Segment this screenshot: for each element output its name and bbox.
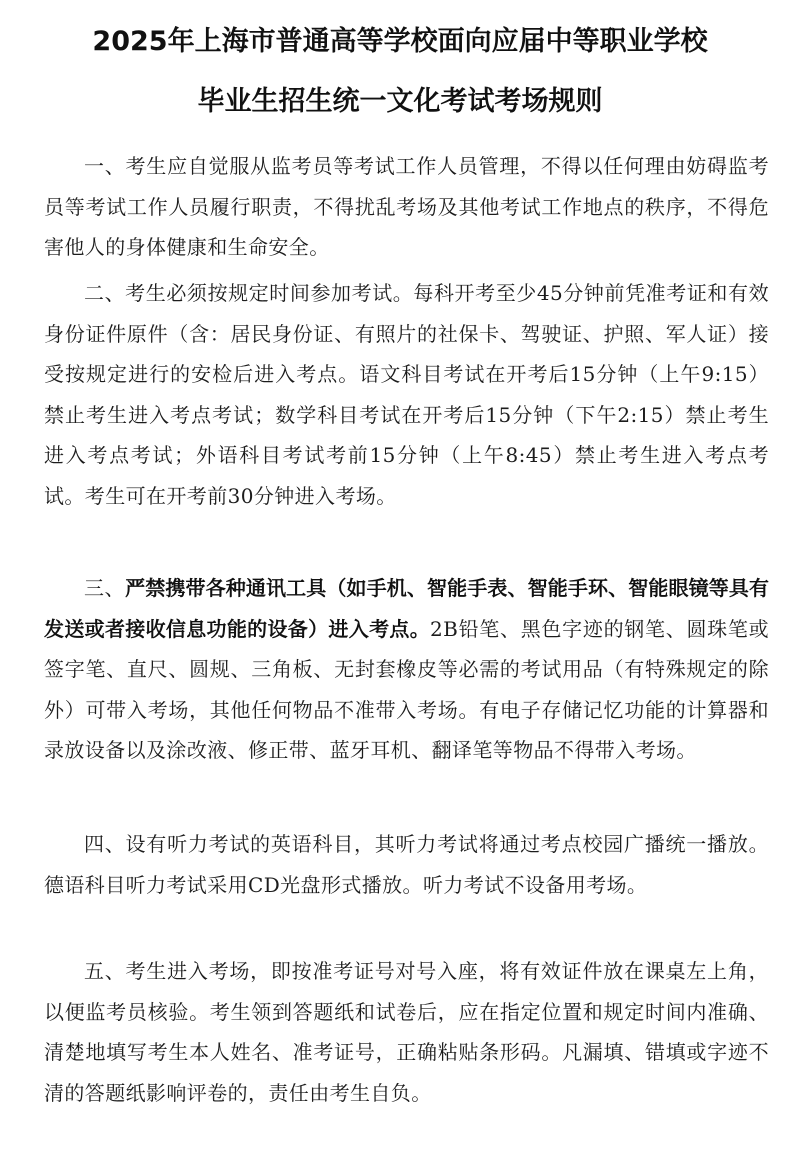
rule-paragraph-3-bold-prohibition: 严禁携带各种通讯工具（如手机、智能手表、智能手环、智能眼镜等具有发送或者接收信息功能的设备）进入考点。	[44, 576, 769, 641]
document-title-line-1: 2025年上海市普通高等学校面向应届中等职业学校	[92, 26, 708, 57]
document-title-line-2: 毕业生招生统一文化考试考场规则	[197, 86, 603, 117]
rule-paragraph-3-permitted-items: 2B铅笔、黑色字迹的钢笔、圆珠笔或签字笔、直尺、圆规、三角板、无封套橡皮等必需的考试用品（有特殊规定的除外）可带入考场，其他任何物品不准带入考场。有电子存储记忆功能的计算器和录放设备以及涂改液、修正带、蓝牙耳机、翻译笔等物品不得带入考场。	[44, 616, 770, 763]
rule-paragraph-3	[44, 568, 769, 771]
rule-paragraph-4: 四、设有听力考试的英语科目，其听力考试将通过考点校园广播统一播放。德语科目听力考试采用CD光盘形式播放。听力考试不设备用考场。	[44, 832, 769, 897]
rule-paragraph-5: 五、考生进入考场，即按准考证号对号入座，将有效证件放在课桌左上角，以便监考员核验。考生领到答题纸和试卷后，应在指定位置和规定时间内准确、清楚地填写考生本人姓名、准考证号，正确粘贴条形码。凡漏填、错填或字迹不清的答题纸影响评卷的，责任由考生自负。	[44, 959, 769, 1105]
rule-paragraph-1: 一、考生应自觉服从监考员等考试工作人员管理，不得以任何理由妨碍监考员等考试工作人员履行职责，不得扰乱考场及其他考试工作地点的秩序，不得危害他人的身体健康和生命安全。	[44, 154, 769, 260]
rule-paragraph-2: 二、考生必须按规定时间参加考试。每科开考至少45分钟前凭准考证和有效身份证件原件（含：居民身份证、有照片的社保卡、驾驶证、护照、军人证）接受按规定进行的安检后进入考点。语文科目考试在开考后15分钟（上午9:15）禁止考生进入考点考试；数学科目考试在开考后15分钟（下午2:15）禁止考生进入考点考试；外语科目考试考前15分钟（上午8:45）禁止考生进入考点考试。考生可在开考前30分钟进入考场。	[44, 281, 769, 508]
rule-paragraph-3-number: 三、	[84, 576, 126, 600]
